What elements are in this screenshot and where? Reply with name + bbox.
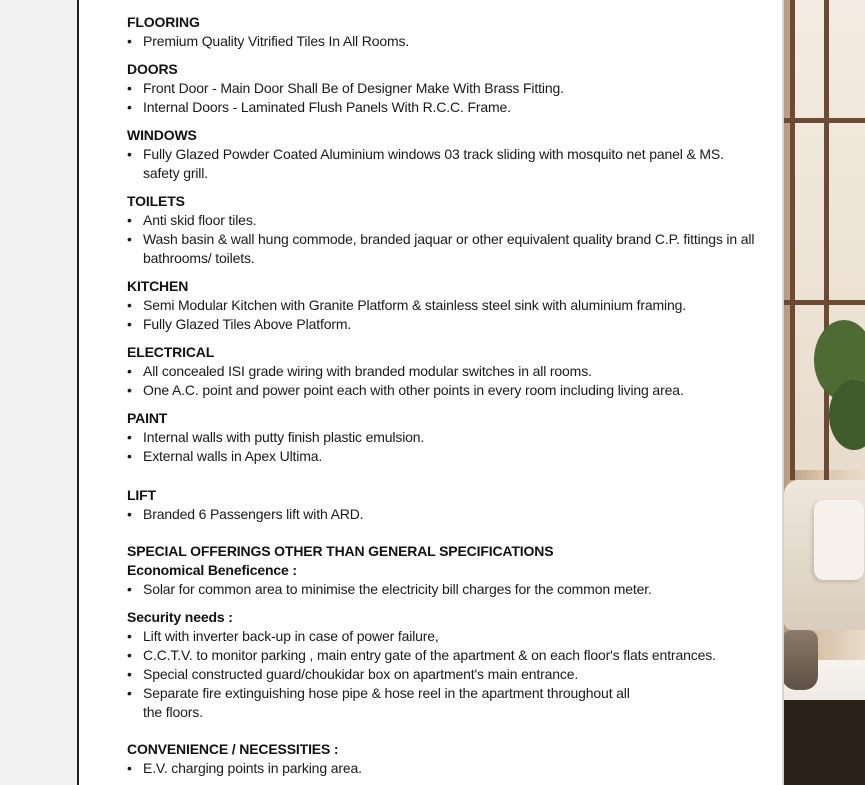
item-list xyxy=(127,580,767,599)
cushion-image xyxy=(814,500,864,580)
bullet-icon: • xyxy=(127,99,132,115)
item-text: Fully Glazed Tiles Above Platform. xyxy=(143,316,352,332)
item-list xyxy=(127,145,767,183)
section-toilets xyxy=(127,192,767,268)
section-doors xyxy=(127,60,767,117)
bullet-icon: • xyxy=(127,666,132,682)
item-text: Front Door - Main Door Shall Be of Designer Make With Brass Fitting. xyxy=(143,80,564,96)
spec-content xyxy=(127,13,767,778)
item-text: E.V. charging points in parking area. xyxy=(143,760,362,776)
window-frame xyxy=(824,0,829,480)
section-heading: PAINT xyxy=(127,410,168,426)
section-special-offerings xyxy=(127,542,767,722)
item-list xyxy=(127,428,767,466)
item-text: Branded 6 Passengers lift with ARD. xyxy=(143,506,364,522)
section-windows xyxy=(127,126,767,183)
list-item xyxy=(127,315,767,334)
list-item xyxy=(127,296,767,315)
bullet-icon: • xyxy=(127,33,132,49)
item-text: Internal walls with putty finish plastic emulsion. xyxy=(143,429,425,445)
section-heading: FLOORING xyxy=(127,14,200,30)
bullet-icon: • xyxy=(127,363,132,379)
list-item xyxy=(127,627,767,646)
list-item xyxy=(127,447,767,466)
item-text: Anti skid floor tiles. xyxy=(143,212,257,228)
bullet-icon: • xyxy=(127,80,132,96)
bullet-icon: • xyxy=(127,429,132,445)
subsection-heading: Security needs : xyxy=(127,609,233,625)
bullet-icon: • xyxy=(127,297,132,313)
item-text: Solar for common area to minimise the electricity bill charges for the common meter. xyxy=(143,581,652,597)
section-kitchen xyxy=(127,277,767,334)
section-lift xyxy=(127,486,767,524)
item-text: All concealed ISI grade wiring with branded modular switches in all rooms. xyxy=(143,363,592,379)
bullet-icon: • xyxy=(127,685,132,701)
section-heading: DOORS xyxy=(127,61,178,77)
item-list xyxy=(127,32,767,51)
floor-image xyxy=(784,700,865,785)
item-text: Special constructed guard/choukidar box on apartment's main entrance. xyxy=(143,666,579,682)
vase-image xyxy=(784,630,818,690)
item-text: Fully Glazed Powder Coated Aluminium windows 03 track sliding with mosquito net panel & MS. safety grill. xyxy=(143,146,724,181)
item-text: C.C.T.V. to monitor parking , main entry gate of the apartment & on each floor's flats entrances. xyxy=(143,647,716,663)
bullet-icon: • xyxy=(127,760,132,776)
section-heading: TOILETS xyxy=(127,193,185,209)
item-list xyxy=(127,627,767,722)
section-paint xyxy=(127,409,767,466)
item-list xyxy=(127,211,767,268)
bullet-icon: • xyxy=(127,316,132,332)
item-text: Lift with inverter back-up in case of power failure, xyxy=(143,628,439,644)
section-heading: CONVENIENCE / NECESSITIES : xyxy=(127,741,339,757)
item-text: One A.C. point and power point each with other points in every room including living area. xyxy=(143,382,684,398)
section-heading: WINDOWS xyxy=(127,127,197,143)
bullet-icon: • xyxy=(127,506,132,522)
list-item xyxy=(127,505,767,524)
item-text: Premium Quality Vitrified Tiles In All Rooms. xyxy=(143,33,410,49)
section-flooring xyxy=(127,13,767,51)
item-list xyxy=(127,505,767,524)
window-frame xyxy=(784,300,865,305)
left-margin xyxy=(0,0,78,785)
list-item xyxy=(127,646,767,665)
list-item xyxy=(127,79,767,98)
list-item xyxy=(127,381,767,400)
section-heading: KITCHEN xyxy=(127,278,189,294)
section-heading: LIFT xyxy=(127,487,156,503)
item-list xyxy=(127,759,767,778)
bullet-icon: • xyxy=(127,628,132,644)
section-heading: ELECTRICAL xyxy=(127,344,215,360)
section-electrical xyxy=(127,343,767,400)
bullet-icon: • xyxy=(127,212,132,228)
item-list xyxy=(127,79,767,117)
item-text: External walls in Apex Ultima. xyxy=(143,448,323,464)
section-convenience xyxy=(127,740,767,778)
list-item xyxy=(127,230,767,268)
item-text: Semi Modular Kitchen with Granite Platform & stainless steel sink with aluminium framing. xyxy=(143,297,686,313)
bullet-icon: • xyxy=(127,146,132,162)
item-list xyxy=(127,296,767,334)
bullet-icon: • xyxy=(127,382,132,398)
list-item xyxy=(127,665,767,684)
bullet-icon: • xyxy=(127,647,132,663)
list-item xyxy=(127,580,767,599)
window-frame xyxy=(784,118,865,123)
bullet-icon: • xyxy=(127,231,132,247)
list-item xyxy=(127,211,767,230)
window-frame xyxy=(790,0,795,480)
list-item xyxy=(127,759,767,778)
bullet-icon: • xyxy=(127,448,132,464)
subsection-heading: Economical Beneficence : xyxy=(127,562,297,578)
bullet-icon: • xyxy=(127,581,132,597)
section-heading: SPECIAL OFFERINGS OTHER THAN GENERAL SPECIFICATIONS xyxy=(127,543,554,559)
list-item xyxy=(127,362,767,381)
item-list xyxy=(127,362,767,400)
list-item xyxy=(127,98,767,117)
interior-photo xyxy=(784,0,865,785)
item-text: Separate fire extinguishing hose pipe & hose reel in the apartment throughout all the floors. xyxy=(143,685,630,720)
list-item xyxy=(127,428,767,447)
item-text: Wash basin & wall hung commode, branded jaquar or other equivalent quality brand C.P. fittings in all bathrooms/ toilets. xyxy=(143,231,755,266)
list-item xyxy=(127,32,767,51)
item-text: Internal Doors - Laminated Flush Panels With R.C.C. Frame. xyxy=(143,99,511,115)
list-item xyxy=(127,145,767,183)
list-item xyxy=(127,684,767,722)
